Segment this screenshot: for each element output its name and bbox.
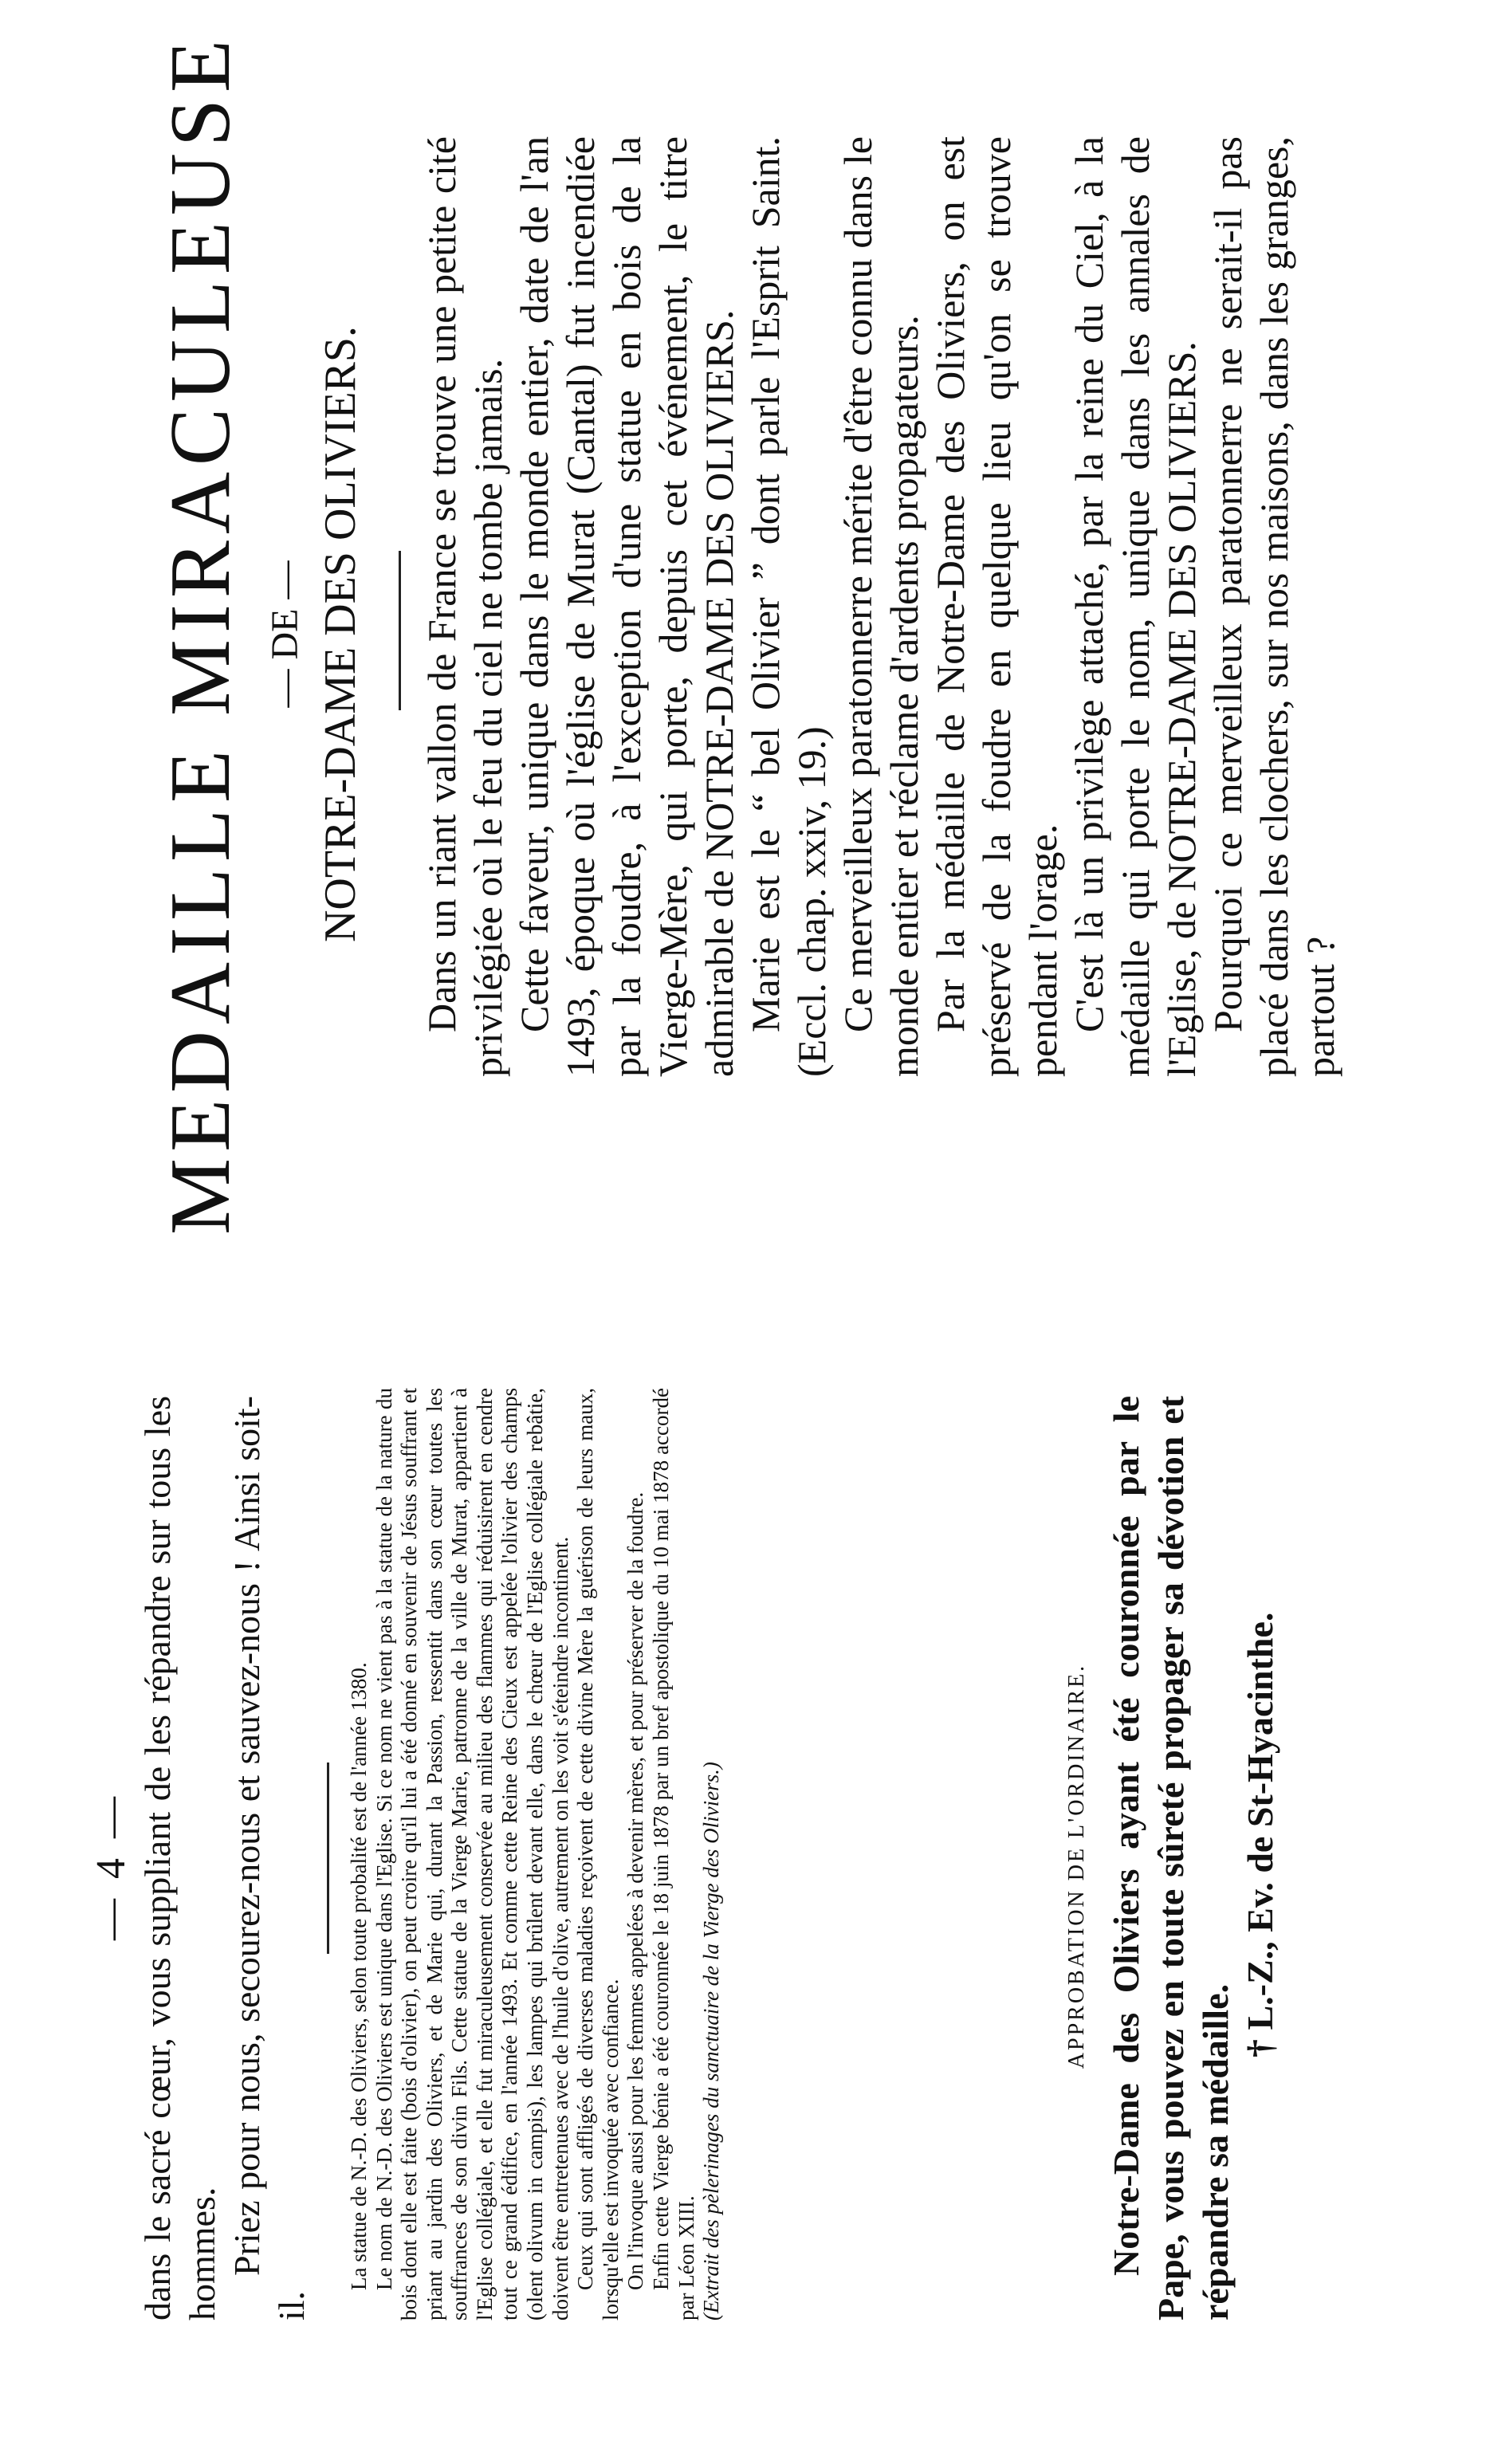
page-number: — 4 — <box>88 1792 134 1940</box>
approval-paragraph: Notre-Dame des Oliviers ayant été couronnée par le Pape, vous pouvez en toute sûreté propager sa dévotion et répandre sa médaille. <box>1106 1396 1236 2321</box>
body-paragraph: Marie est le “ bel Olivier ” dont parle l'Esprit Saint. (Eccl. chap. xxiv, 19.) <box>743 136 834 1077</box>
prayer-line-1: dans le sacré cœur, vous suppliant de les répandre sur tous les hommes. <box>137 1396 223 2321</box>
note-paragraph: Enfin cette Vierge bénie a été couronnée le 18 juin 1878 par un bref apostolique du 10 mai 1878 accordé par Léon XIII. <box>648 1388 698 2321</box>
body-paragraph: Cette faveur, unique dans le monde entier, date de l'an 1493, époque où l'église de Murat (Cantal) fut incendiée par la foudre, à l'exception d'une statue en bois de la Vierge-Mère, qui porte, depuis cet événement, le titre admirable de NOTRE-DAME DES OLIVIERS. <box>512 136 741 1077</box>
prayer-line-2: Priez pour nous, secourez-nous et sauvez-nous ! Ainsi soit-il. <box>226 1396 313 2321</box>
sub-title: NOTRE-DAME DES OLIVIERS. <box>316 325 365 943</box>
main-title: MEDAILLE MIRACULEUSE <box>153 33 248 1235</box>
body-paragraph: Ce merveilleux paratonnerre mérite d'être connu dans le monde entier et réclame d'ardents propagateurs. <box>835 136 926 1077</box>
approbation-heading: APPROBATION DE L'ORDINAIRE. <box>1064 1663 1089 2069</box>
note-paragraph: La statue de N.-D. des Oliviers, selon toute probalité est de l'année 1380. <box>347 1662 371 2290</box>
body-paragraph: C'est là un privilège attaché, par la reine du Ciel, à la médaille qui porte le nom, unique dans les annales de l'Eglise, de NOTRE-DAME DES OLIVIERS. <box>1067 136 1204 1077</box>
note-paragraph: On l'invoque aussi pour les femmes appelées à devenir mères, et pour préserver de la foudre. <box>623 1491 648 2290</box>
approval-text <box>1104 1396 1283 2321</box>
body-text <box>419 136 1343 1077</box>
note-paragraph: Le nom de N.-D. des Oliviers est unique dans l'Eglise. Si ce nom ne vient pas à la statue de la nature du bois dont elle est faite (bois d'olivier), on peut croire qu'il lui a été donné en souvenir de Jésus souffrant et priant au jardin des Oliviers, et de Marie qui, durant la Passion, ressentit dans son cœur toutes les souffrances de son divin Fils. Cette statue de la Vierge Marie, patronne de la ville de Murat, appartient à l'Eglise collégiale, et elle fut miraculeusement conservée au milieu des flammes qui réduisirent en cendre tout ce grand édifice, en l'année 1493. Et comme cette Reine des Cieux est appelée l'olivier des champs (olent olivum in campis), les lampes qui brûlent devant elle, dans le chœur de l'Eglise collégiale rebâtie, doivent être entretenues avec de l'huile d'olive, autrement on les voit s'éteindre incontinent. <box>372 1388 572 2321</box>
note-paragraph: Ceux qui sont affligés de diverses maladies reçoivent de cette divine Mère la guérison de leurs maux, lorsqu'elle est invoquée avec confiance. <box>573 1388 623 2321</box>
prayer-text <box>136 1396 314 2321</box>
body-paragraph: Pourquoi ce merveilleux paratonnerre ne serait-il pas placé dans les clochers, sur nos maisons, dans les granges, partout ? <box>1205 136 1343 1077</box>
historical-notes <box>347 1388 725 2321</box>
source-citation: (Extrait des pèlerinages du sanctuaire de la Vierge des Oliviers.) <box>699 1762 724 2321</box>
divider-rule <box>327 1763 329 1954</box>
body-paragraph: Par la médaille de Notre-Dame des Oliviers, on est préservé de la foudre en quelque lieu qu'on se trouve pendant l'orage. <box>928 136 1065 1077</box>
body-paragraph: Dans un riant vallon de France se trouve une petite cité privilégiée où le feu du ciel ne tombe jamais. <box>419 136 510 1077</box>
divider-rule <box>399 551 401 710</box>
left-page <box>0 1268 1486 2464</box>
title-connector: — DE — <box>264 560 306 708</box>
bishop-signature: † L.-Z., Ev. de St-Hyacinthe. <box>1240 1612 1281 2057</box>
